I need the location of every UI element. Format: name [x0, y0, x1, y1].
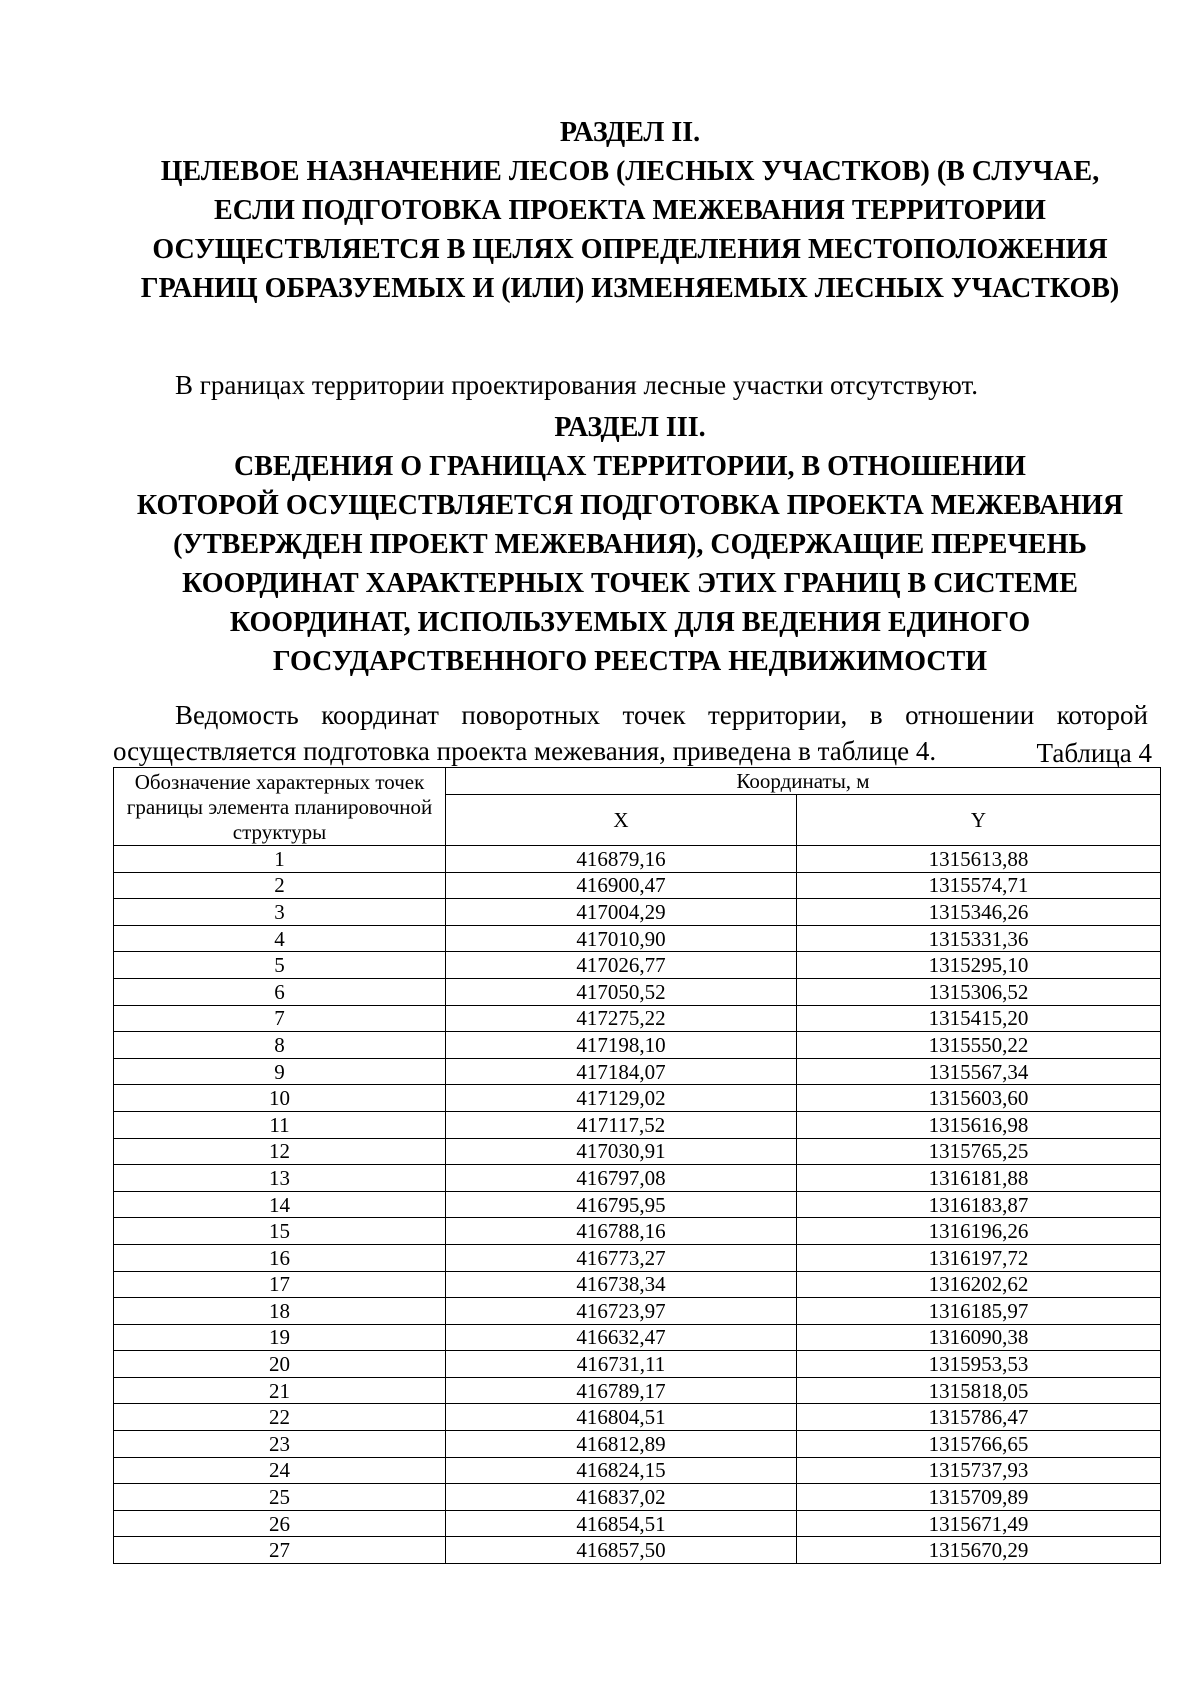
x-coordinate-cell: 416854,51	[446, 1510, 797, 1537]
x-coordinate-cell: 417030,91	[446, 1138, 797, 1165]
x-coordinate-cell: 416837,02	[446, 1484, 797, 1511]
x-coordinate-cell: 416804,51	[446, 1404, 797, 1431]
table-row	[114, 899, 1161, 926]
y-coordinate-cell: 1315550,22	[797, 1032, 1161, 1059]
y-coordinate-cell: 1315346,26	[797, 899, 1161, 926]
x-coordinate-cell: 416731,11	[446, 1351, 797, 1378]
y-coordinate-cell: 1316196,26	[797, 1218, 1161, 1245]
y-coordinate-cell: 1316181,88	[797, 1165, 1161, 1192]
heading-line: ОСУЩЕСТВЛЯЕТСЯ В ЦЕЛЯХ ОПРЕДЕЛЕНИЯ МЕСТОПОЛОЖЕНИЯ	[152, 234, 1108, 265]
x-coordinate-cell: 417010,90	[446, 925, 797, 952]
y-coordinate-cell: 1315709,89	[797, 1484, 1161, 1511]
point-number-cell: 26	[114, 1510, 446, 1537]
point-number-cell: 21	[114, 1377, 446, 1404]
x-coordinate-cell: 416824,15	[446, 1457, 797, 1484]
point-number-cell: 24	[114, 1457, 446, 1484]
y-coordinate-cell: 1315766,65	[797, 1431, 1161, 1458]
x-coordinate-cell: 416723,97	[446, 1298, 797, 1325]
x-coordinate-cell: 417117,52	[446, 1111, 797, 1138]
point-number-cell: 27	[114, 1537, 446, 1564]
table-row	[114, 1351, 1161, 1378]
y-coordinate-cell: 1315574,71	[797, 872, 1161, 899]
x-coordinate-cell: 417004,29	[446, 899, 797, 926]
y-coordinate-cell: 1315786,47	[797, 1404, 1161, 1431]
heading-line: КООРДИНАТ, ИСПОЛЬЗУЕМЫХ ДЛЯ ВЕДЕНИЯ ЕДИНОГО	[229, 607, 1031, 638]
y-coordinate-cell: 1315603,60	[797, 1085, 1161, 1112]
point-number-cell: 16	[114, 1244, 446, 1271]
point-number-cell: 17	[114, 1271, 446, 1298]
table-row	[114, 1484, 1161, 1511]
point-number-cell: 9	[114, 1058, 446, 1085]
heading-line: ГРАНИЦ ОБРАЗУЕМЫХ И (ИЛИ) ИЗМЕНЯЕМЫХ ЛЕСНЫХ УЧАСТКОВ)	[140, 273, 1120, 304]
table-row	[114, 1457, 1161, 1484]
x-coordinate-cell: 416812,89	[446, 1431, 797, 1458]
table-row	[114, 846, 1161, 873]
table-body	[114, 846, 1161, 1564]
table-row	[114, 1510, 1161, 1537]
heading-line: КОТОРОЙ ОСУЩЕСТВЛЯЕТСЯ ПОДГОТОВКА ПРОЕКТА МЕЖЕВАНИЯ	[136, 490, 1124, 521]
section-2-heading	[110, 113, 1150, 308]
x-coordinate-cell: 417275,22	[446, 1005, 797, 1032]
table-row	[114, 1218, 1161, 1245]
point-number-cell: 22	[114, 1404, 446, 1431]
y-coordinate-cell: 1316183,87	[797, 1191, 1161, 1218]
heading-line: ЕСЛИ ПОДГОТОВКА ПРОЕКТА МЕЖЕВАНИЯ ТЕРРИТОРИИ	[214, 195, 1046, 226]
y-coordinate-cell: 1315670,29	[797, 1537, 1161, 1564]
point-number-cell: 19	[114, 1324, 446, 1351]
point-number-cell: 1	[114, 846, 446, 873]
point-number-cell: 2	[114, 872, 446, 899]
table-row	[114, 872, 1161, 899]
point-number-cell: 23	[114, 1431, 446, 1458]
x-coordinate-cell: 416773,27	[446, 1244, 797, 1271]
table-row	[114, 1032, 1161, 1059]
point-number-cell: 15	[114, 1218, 446, 1245]
table-row	[114, 1324, 1161, 1351]
table-row	[114, 1138, 1161, 1165]
heading-line: (УТВЕРЖДЕН ПРОЕКТ МЕЖЕВАНИЯ), СОДЕРЖАЩИЕ ПЕРЕЧЕНЬ	[173, 529, 1087, 560]
point-number-cell: 12	[114, 1138, 446, 1165]
x-coordinate-cell: 416632,47	[446, 1324, 797, 1351]
x-coordinate-cell: 416788,16	[446, 1218, 797, 1245]
y-coordinate-cell: 1315616,98	[797, 1111, 1161, 1138]
table-row	[114, 1271, 1161, 1298]
y-coordinate-cell: 1316090,38	[797, 1324, 1161, 1351]
heading-line: РАЗДЕЛ III.	[554, 412, 706, 443]
table-row	[114, 1244, 1161, 1271]
table-row	[114, 1058, 1161, 1085]
x-coordinate-cell: 416797,08	[446, 1165, 797, 1192]
header-coordinates: Координаты, м	[446, 768, 1161, 795]
header-x: X	[446, 795, 797, 846]
y-coordinate-cell: 1315737,93	[797, 1457, 1161, 1484]
coordinates-table	[113, 767, 1161, 1564]
point-number-cell: 20	[114, 1351, 446, 1378]
x-coordinate-cell: 416857,50	[446, 1537, 797, 1564]
table-row	[114, 1431, 1161, 1458]
x-coordinate-cell: 416738,34	[446, 1271, 797, 1298]
x-coordinate-cell: 417129,02	[446, 1085, 797, 1112]
point-number-cell: 14	[114, 1191, 446, 1218]
y-coordinate-cell: 1315613,88	[797, 846, 1161, 873]
point-number-cell: 8	[114, 1032, 446, 1059]
x-coordinate-cell: 417198,10	[446, 1032, 797, 1059]
y-coordinate-cell: 1316202,62	[797, 1271, 1161, 1298]
heading-line: ЦЕЛЕВОЕ НАЗНАЧЕНИЕ ЛЕСОВ (ЛЕСНЫХ УЧАСТКОВ) (В СЛУЧАЕ,	[160, 156, 1100, 187]
y-coordinate-cell: 1315295,10	[797, 952, 1161, 979]
x-coordinate-cell: 416879,16	[446, 846, 797, 873]
table-row	[114, 925, 1161, 952]
x-coordinate-cell: 416789,17	[446, 1377, 797, 1404]
point-number-cell: 13	[114, 1165, 446, 1192]
x-coordinate-cell: 416795,95	[446, 1191, 797, 1218]
y-coordinate-cell: 1315953,53	[797, 1351, 1161, 1378]
table-row	[114, 1085, 1161, 1112]
y-coordinate-cell: 1315331,36	[797, 925, 1161, 952]
y-coordinate-cell: 1315765,25	[797, 1138, 1161, 1165]
point-number-cell: 5	[114, 952, 446, 979]
table-row	[114, 1111, 1161, 1138]
point-number-cell: 11	[114, 1111, 446, 1138]
y-coordinate-cell: 1316197,72	[797, 1244, 1161, 1271]
point-number-cell: 10	[114, 1085, 446, 1112]
table-caption: Таблица 4	[1036, 738, 1152, 768]
point-number-cell: 6	[114, 978, 446, 1005]
table-row	[114, 1537, 1161, 1564]
y-coordinate-cell: 1315818,05	[797, 1377, 1161, 1404]
table-row	[114, 1377, 1161, 1404]
y-coordinate-cell: 1315306,52	[797, 978, 1161, 1005]
x-coordinate-cell: 416900,47	[446, 872, 797, 899]
heading-line: КООРДИНАТ ХАРАКТЕРНЫХ ТОЧЕК ЭТИХ ГРАНИЦ В СИСТЕМЕ	[182, 568, 1078, 599]
y-coordinate-cell: 1315671,49	[797, 1510, 1161, 1537]
header-point-label: Обозначение характерных точек границы элемента планировочной структуры	[114, 768, 446, 846]
table-row	[114, 1165, 1161, 1192]
section-2-text: В границах территории проектирования лесные участки отсутствуют.	[175, 370, 979, 400]
section-3-text: Ведомость координат поворотных точек территории, в отношении которой осуществляется подготовка проекта межевания, приведена в таблице 4.	[113, 700, 1148, 766]
y-coordinate-cell: 1315415,20	[797, 1005, 1161, 1032]
point-number-cell: 18	[114, 1298, 446, 1325]
table-row	[114, 978, 1161, 1005]
x-coordinate-cell: 417184,07	[446, 1058, 797, 1085]
table-row	[114, 1005, 1161, 1032]
table-row	[114, 952, 1161, 979]
table-row	[114, 1298, 1161, 1325]
point-number-cell: 7	[114, 1005, 446, 1032]
x-coordinate-cell: 417050,52	[446, 978, 797, 1005]
table-row	[114, 1191, 1161, 1218]
table-row	[114, 1404, 1161, 1431]
section-3-heading	[110, 408, 1150, 681]
point-number-cell: 25	[114, 1484, 446, 1511]
y-coordinate-cell: 1316185,97	[797, 1298, 1161, 1325]
point-number-cell: 3	[114, 899, 446, 926]
header-y: Y	[797, 795, 1161, 846]
x-coordinate-cell: 417026,77	[446, 952, 797, 979]
heading-line: ГОСУДАРСТВЕННОГО РЕЕСТРА НЕДВИЖИМОСТИ	[272, 646, 988, 677]
heading-line: СВЕДЕНИЯ О ГРАНИЦАХ ТЕРРИТОРИИ, В ОТНОШЕНИИ	[234, 451, 1026, 482]
heading-line: РАЗДЕЛ II.	[559, 117, 701, 148]
y-coordinate-cell: 1315567,34	[797, 1058, 1161, 1085]
point-number-cell: 4	[114, 925, 446, 952]
